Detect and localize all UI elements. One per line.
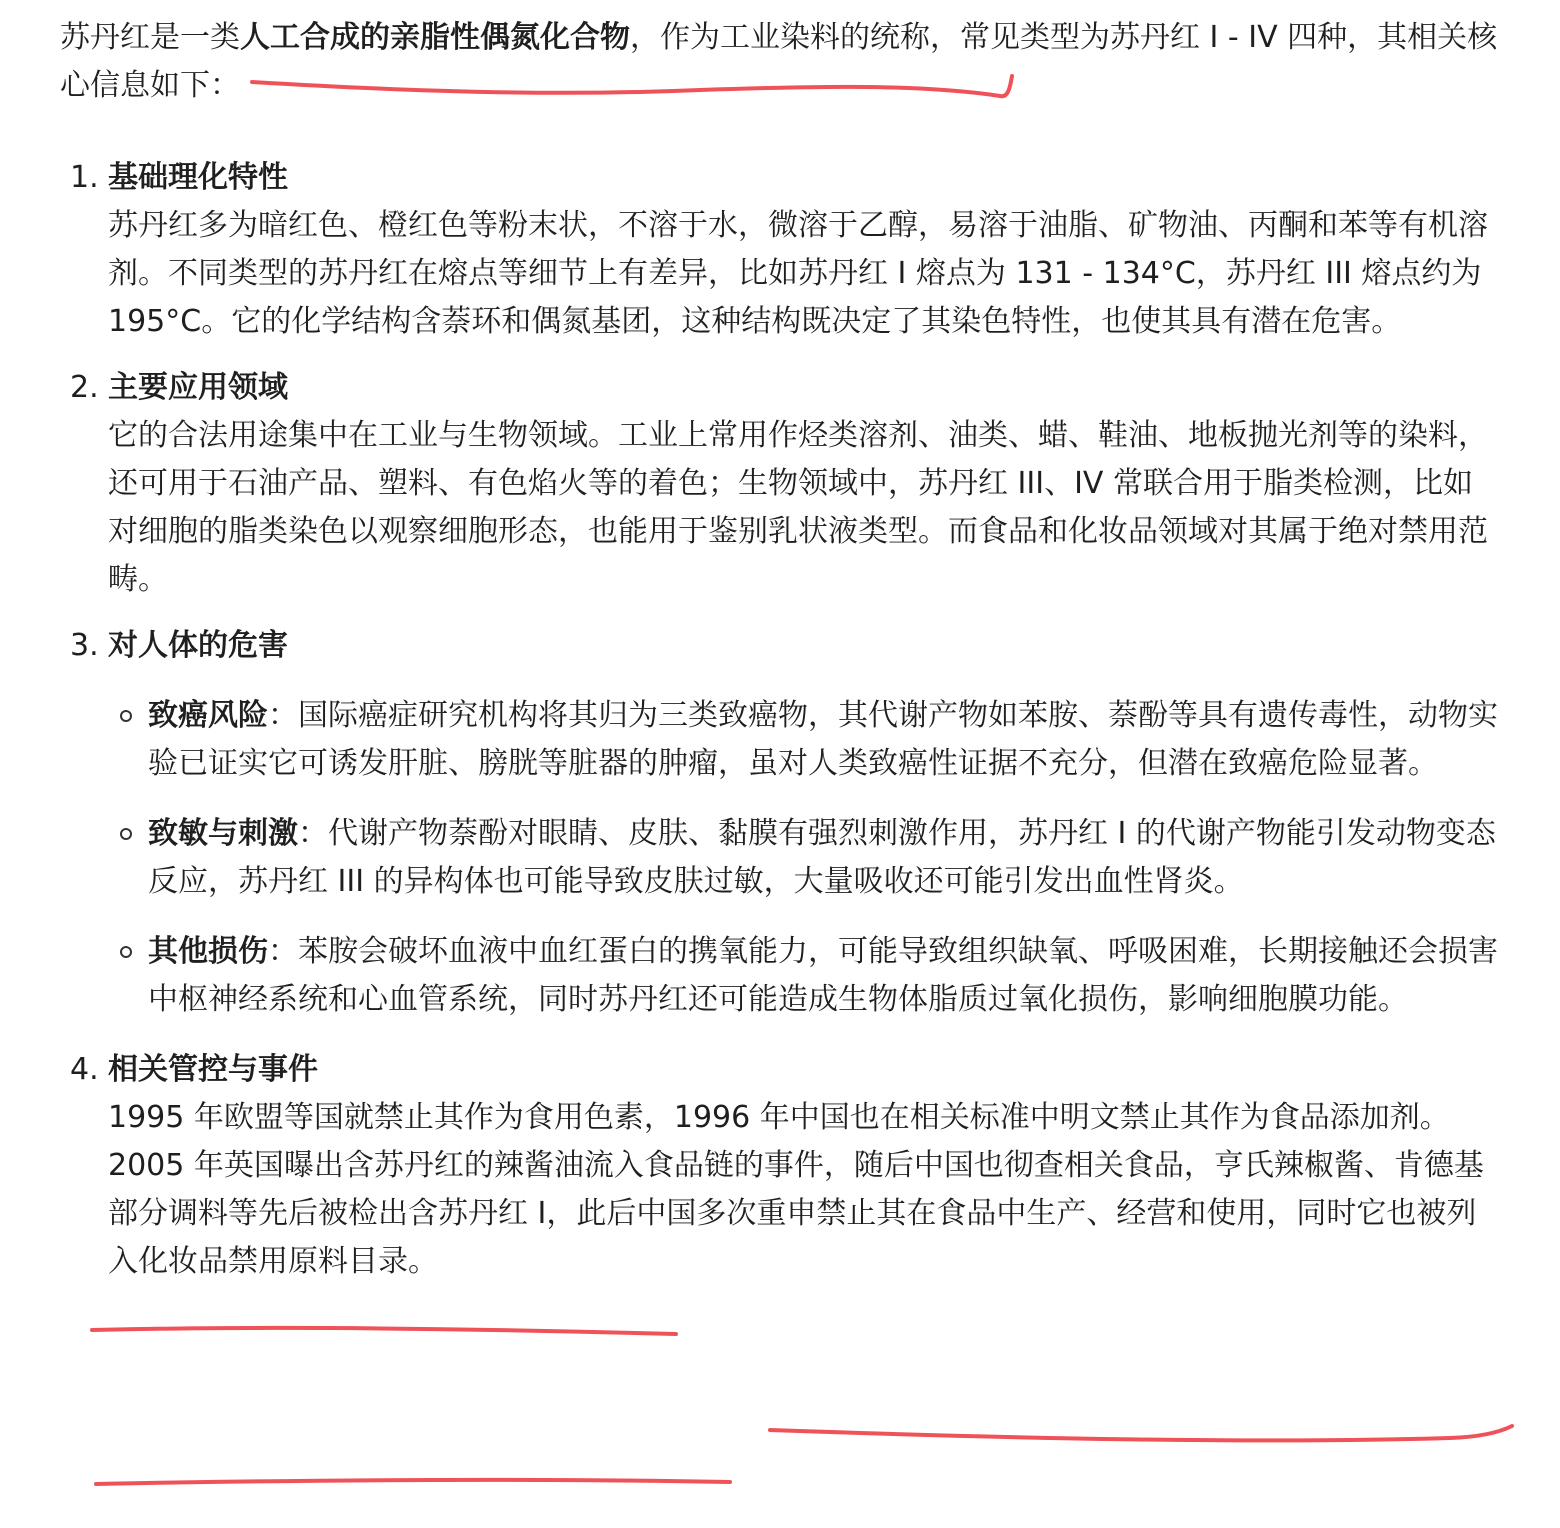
circle-bullet-icon: [120, 828, 132, 840]
section-number: 1.: [70, 160, 99, 195]
underline-mark-reaffirm: [770, 1426, 1512, 1440]
section-item: [60, 154, 1500, 346]
document: [60, 14, 1500, 1304]
section-item: [60, 364, 1500, 604]
circle-bullet-icon: [120, 710, 132, 722]
hazard-title: 其他损伤: [148, 934, 268, 969]
hazard-body: ：国际癌症研究机构将其归为三类致癌物，其代谢产物如苯胺、萘酚等具有遗传毒性，动物实验已证实它可诱发肝脏、膀胱等脏器的肿瘤，虽对人类致癌性证据不充分，但潜在致癌危险显著。: [148, 698, 1498, 781]
section-item: [60, 622, 1500, 1024]
section-body: 苏丹红多为暗红色、橙红色等粉末状，不溶于水，微溶于乙醇，易溶于油脂、矿物油、丙酮和苯等有机溶剂。不同类型的苏丹红在熔点等细节上有差异，比如苏丹红 I 熔点为 131 - 134°C，苏丹红 III 熔点约为 195°C。它的化学结构含萘环和偶氮基团，这种结构既决定了其染色特性，也使其具有潜在危害。: [108, 208, 1488, 339]
hazard-title: 致癌风险: [148, 698, 268, 733]
section-title: 对人体的危害: [108, 628, 288, 663]
underline-mark-cosmetics: [96, 1480, 730, 1484]
section-title: 基础理化特性: [108, 160, 288, 195]
section-body: 1995 年欧盟等国就禁止其作为食用色素，1996 年中国也在相关标准中明文禁止其作为食品添加剂。2005 年英国曝出含苏丹红的辣酱油流入食品链的事件，随后中国也彻查相关食品，亨氏辣椒酱、肯德基部分调料等先后被检出含苏丹红 I，此后中国多次重申禁止其在食品中生产、经营和使用，同时它也被列入化妆品禁用原料目录。: [108, 1100, 1484, 1279]
underline-mark-1995: [92, 1328, 676, 1334]
intro-suffix: ，作为工业染料的统称，常见类型为苏丹红 I - IV 四种，其相关核心信息如下：: [60, 20, 1498, 103]
hazard-title: 致敏与刺激: [148, 816, 298, 851]
section-number: 4.: [70, 1052, 99, 1087]
hazard-list: [108, 692, 1500, 1024]
section-title: 主要应用领域: [108, 370, 288, 405]
hazard-item: [108, 810, 1500, 906]
hazard-item: [108, 928, 1500, 1024]
section-body: 它的合法用途集中在工业与生物领域。工业上常用作烃类溶剂、油类、蜡、鞋油、地板抛光剂等的染料，还可用于石油产品、塑料、有色焰火等的着色；生物领域中，苏丹红 III、IV 常联合用于脂类检测，比如对细胞的脂类染色以观察细胞形态，也能用于鉴别乳状液类型。而食品和化妆品领域对其属于绝对禁用范畴。: [108, 418, 1488, 597]
section-list: [60, 154, 1500, 1286]
circle-bullet-icon: [120, 946, 132, 958]
hazard-body: ：代谢产物萘酚对眼睛、皮肤、黏膜有强烈刺激作用，苏丹红 I 的代谢产物能引发动物变态反应，苏丹红 III 的异构体也可能导致皮肤过敏，大量吸收还可能引发出血性肾炎。: [148, 816, 1496, 899]
intro-prefix: 苏丹红是一类: [60, 20, 240, 55]
section-number: 3.: [70, 628, 99, 663]
intro-highlight: 人工合成的亲脂性偶氮化合物: [240, 20, 630, 55]
section-title: 相关管控与事件: [108, 1052, 318, 1087]
section-item: [60, 1046, 1500, 1286]
hazard-body: ：苯胺会破坏血液中血红蛋白的携氧能力，可能导致组织缺氧、呼吸困难，长期接触还会损害中枢神经系统和心血管系统，同时苏丹红还可能造成生物体脂质过氧化损伤，影响细胞膜功能。: [148, 934, 1498, 1017]
hazard-item: [108, 692, 1500, 788]
intro-paragraph: [60, 14, 1500, 110]
section-number: 2.: [70, 370, 99, 405]
